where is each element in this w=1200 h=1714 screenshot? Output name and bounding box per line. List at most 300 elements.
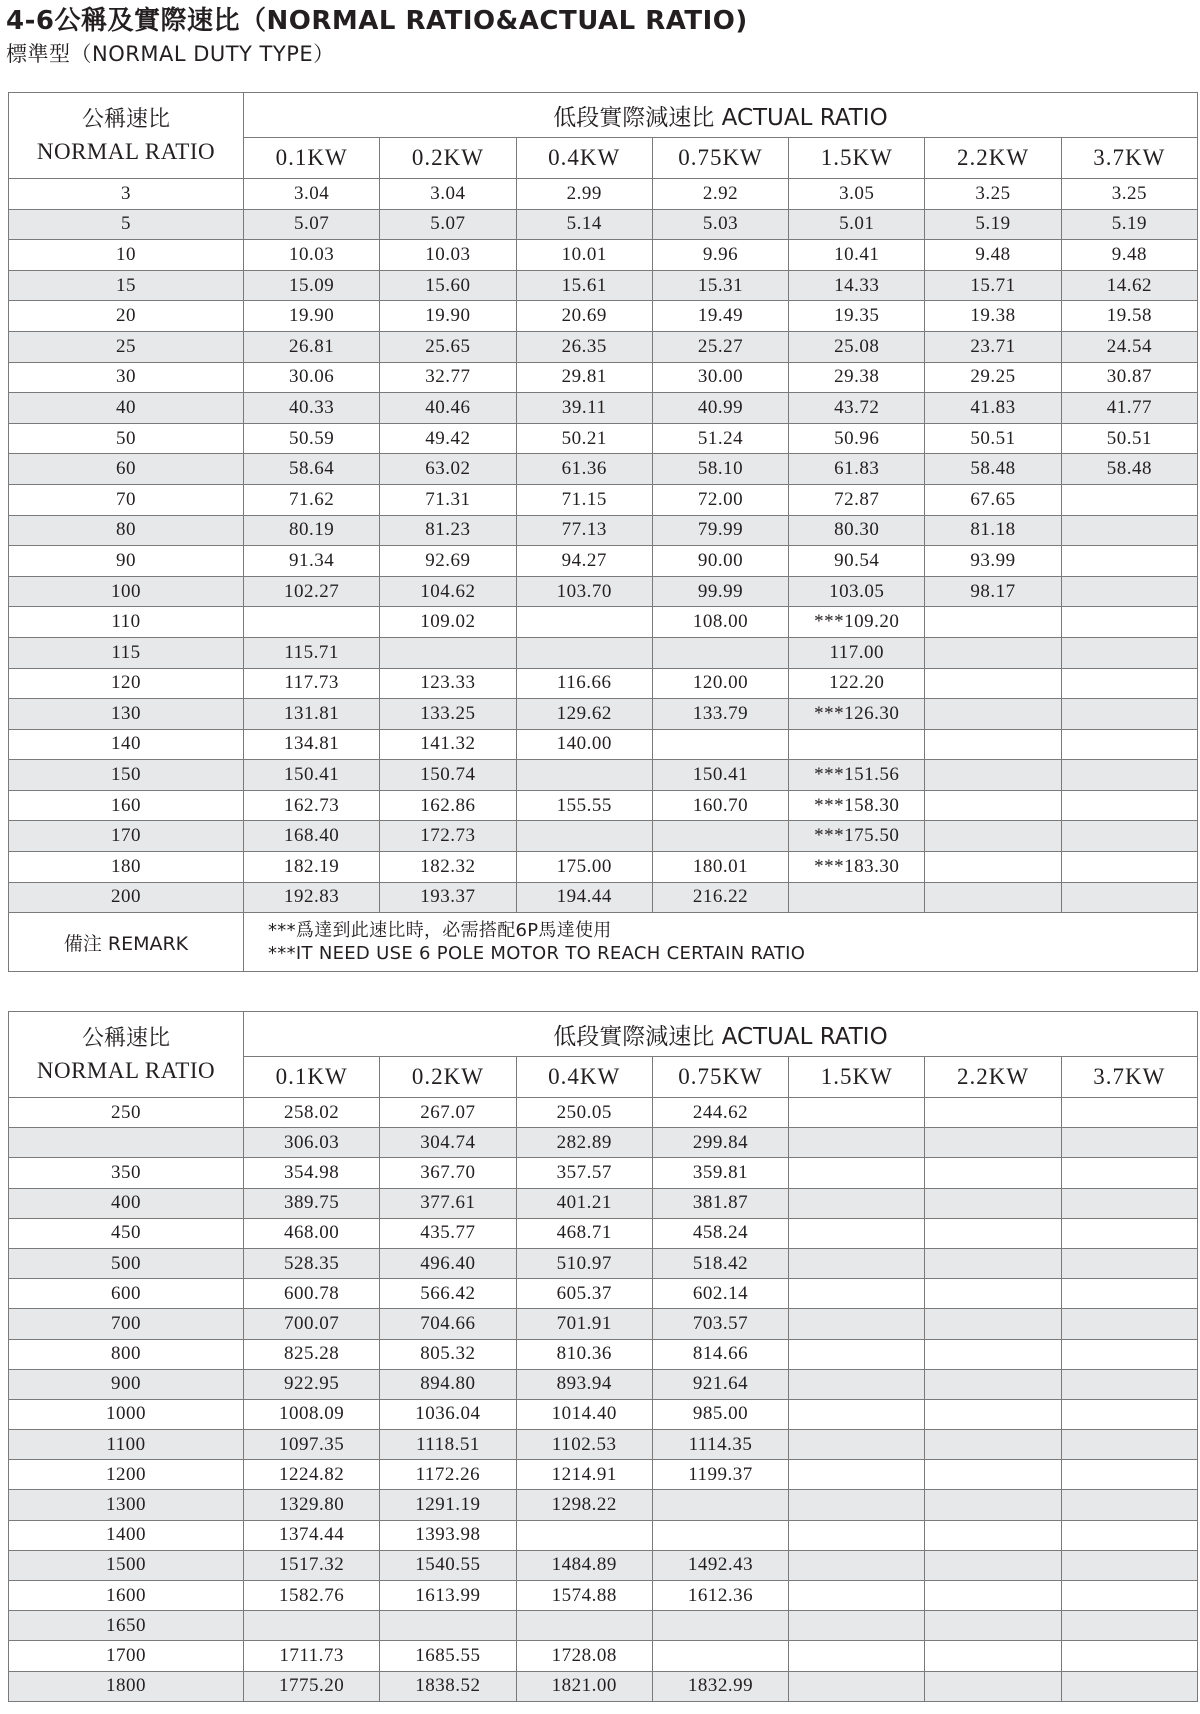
actual-ratio-cell [1061,1248,1197,1278]
actual-ratio-cell [925,699,1061,730]
actual-ratio-cell [925,637,1061,668]
actual-ratio-cell: 1484.89 [516,1550,652,1580]
actual-ratio-cell: 30.06 [244,362,380,393]
actual-ratio-cell: 26.81 [244,331,380,362]
actual-ratio-cell: 258.02 [244,1098,380,1128]
table-row [9,1641,1198,1671]
actual-ratio-cell: 458.24 [652,1218,788,1248]
actual-ratio-cell: 116.66 [516,668,652,699]
actual-ratio-cell: 1008.09 [244,1399,380,1429]
actual-ratio-cell: 20.69 [516,301,652,332]
actual-ratio-cell: 825.28 [244,1339,380,1369]
actual-ratio-cell [516,607,652,638]
table-row [9,607,1198,638]
normal-ratio-cell: 150 [9,760,244,791]
actual-ratio-cell [1061,1641,1197,1671]
actual-ratio-cell [652,821,788,852]
actual-ratio-cell: 1114.35 [652,1430,788,1460]
actual-ratio-cell: 102.27 [244,576,380,607]
actual-ratio-cell [789,1218,925,1248]
actual-ratio-cell [925,882,1061,913]
actual-ratio-cell [1061,1369,1197,1399]
normal-ratio-header [9,93,244,179]
actual-ratio-cell [1061,1188,1197,1218]
actual-ratio-cell: 150.41 [652,760,788,791]
table-row [9,729,1198,760]
actual-ratio-cell: 91.34 [244,546,380,577]
normal-ratio-cell: 20 [9,301,244,332]
actual-ratio-cell: 51.24 [652,423,788,454]
actual-ratio-cell: 1199.37 [652,1460,788,1490]
actual-ratio-cell: 194.44 [516,882,652,913]
normal-ratio-cell: 250 [9,1098,244,1128]
actual-ratio-cell: 381.87 [652,1188,788,1218]
actual-ratio-cell [925,1309,1061,1339]
actual-ratio-cell [789,729,925,760]
actual-ratio-cell: 15.61 [516,270,652,301]
actual-ratio-cell: 90.00 [652,546,788,577]
normal-ratio-cell: 5 [9,209,244,240]
actual-ratio-cell [1061,1339,1197,1369]
actual-ratio-cell: 162.73 [244,790,380,821]
actual-ratio-cell: 43.72 [789,393,925,424]
actual-ratio-cell [1061,637,1197,668]
ratio-table-high [8,1011,1198,1702]
actual-ratio-cell [1061,1279,1197,1309]
normal-ratio-cell: 1100 [9,1430,244,1460]
actual-ratio-cell: ***183.30 [789,852,925,883]
actual-ratio-cell: 921.64 [652,1369,788,1399]
actual-ratio-cell [1061,1430,1197,1460]
actual-ratio-cell: 1102.53 [516,1430,652,1460]
actual-ratio-cell: 2.99 [516,179,652,210]
table-row [9,270,1198,301]
actual-ratio-cell: 700.07 [244,1309,380,1339]
actual-ratio-cell: 1540.55 [380,1550,516,1580]
kw-header-2.2: 2.2KW [925,138,1061,179]
actual-ratio-cell: 29.38 [789,362,925,393]
actual-ratio-cell: 496.40 [380,1248,516,1278]
actual-ratio-cell [789,1369,925,1399]
actual-ratio-cell: 1118.51 [380,1430,516,1460]
actual-ratio-cell [925,1399,1061,1429]
normal-ratio-header [9,1012,244,1098]
actual-ratio-cell: 19.49 [652,301,788,332]
table-row [9,1369,1198,1399]
actual-ratio-cell [1061,1218,1197,1248]
remark-label: 備注 REMARK [9,913,244,972]
table-row [9,1218,1198,1248]
remark-line-zh: ***爲達到此速比時，必需搭配6P馬達使用 [268,920,612,942]
kw-header-0.75: 0.75KW [652,1057,788,1098]
actual-ratio-cell: 98.17 [925,576,1061,607]
table-row [9,1128,1198,1158]
remark-text [244,913,1198,972]
actual-ratio-cell: 566.42 [380,1279,516,1309]
actual-ratio-cell: 389.75 [244,1188,380,1218]
actual-ratio-cell: 9.48 [1061,240,1197,271]
actual-ratio-cell: 518.42 [652,1248,788,1278]
actual-ratio-cell: 19.58 [1061,301,1197,332]
actual-ratio-cell: 9.48 [925,240,1061,271]
actual-ratio-cell: 1492.43 [652,1550,788,1580]
normal-ratio-cell: 25 [9,331,244,362]
actual-ratio-cell [925,1520,1061,1550]
actual-ratio-cell: 39.11 [516,393,652,424]
table-row [9,1399,1198,1429]
actual-ratio-cell: 1821.00 [516,1671,652,1701]
actual-ratio-cell [789,1611,925,1641]
table-row [9,1460,1198,1490]
kw-header-0.4: 0.4KW [516,1057,652,1098]
actual-ratio-cell [925,668,1061,699]
normal-ratio-header-zh: 公稱速比 [81,106,170,132]
actual-ratio-cell: 180.01 [652,852,788,883]
actual-ratio-cell [925,1369,1061,1399]
actual-ratio-cell: 41.77 [1061,393,1197,424]
actual-ratio-cell: 10.03 [244,240,380,271]
actual-ratio-cell [925,1611,1061,1641]
actual-ratio-cell: 140.00 [516,729,652,760]
actual-ratio-cell: 468.00 [244,1218,380,1248]
normal-ratio-cell: 115 [9,637,244,668]
actual-ratio-cell [1061,1611,1197,1641]
table-row [9,1671,1198,1701]
actual-ratio-cell: 80.30 [789,515,925,546]
normal-ratio-header-en: NORMAL RATIO [36,1057,216,1083]
table-row [9,301,1198,332]
normal-ratio-cell: 450 [9,1218,244,1248]
actual-ratio-cell: 1329.80 [244,1490,380,1520]
actual-ratio-cell [1061,1098,1197,1128]
actual-ratio-cell [1061,790,1197,821]
actual-ratio-cell: 58.10 [652,454,788,485]
table-row [9,1188,1198,1218]
table-row [9,362,1198,393]
actual-ratio-cell [1061,1309,1197,1339]
actual-ratio-cell: 162.86 [380,790,516,821]
normal-ratio-cell: 1700 [9,1641,244,1671]
actual-ratio-cell [789,1128,925,1158]
actual-ratio-cell [789,1188,925,1218]
actual-ratio-cell: 367.70 [380,1158,516,1188]
ratio-table-low [8,92,1198,972]
normal-ratio-cell: 1600 [9,1581,244,1611]
actual-ratio-cell: 40.99 [652,393,788,424]
actual-ratio-cell: 5.07 [380,209,516,240]
normal-ratio-cell: 80 [9,515,244,546]
normal-ratio-cell: 100 [9,576,244,607]
actual-ratio-cell: 109.02 [380,607,516,638]
actual-ratio-cell [1061,1128,1197,1158]
actual-ratio-cell [925,729,1061,760]
actual-ratio-cell: 19.90 [380,301,516,332]
actual-ratio-cell: 67.65 [925,484,1061,515]
normal-ratio-cell: 130 [9,699,244,730]
normal-ratio-cell: 200 [9,882,244,913]
actual-ratio-cell [925,1550,1061,1580]
actual-ratio-cell: 134.81 [244,729,380,760]
actual-ratio-cell: 32.77 [380,362,516,393]
actual-ratio-cell [789,1098,925,1128]
actual-ratio-cell: 1775.20 [244,1671,380,1701]
actual-ratio-cell: 182.32 [380,852,516,883]
actual-ratio-cell [789,1248,925,1278]
actual-ratio-cell: 1685.55 [380,1641,516,1671]
actual-ratio-cell: 29.25 [925,362,1061,393]
actual-ratio-cell [789,1158,925,1188]
actual-ratio-cell: 40.46 [380,393,516,424]
normal-ratio-cell: 1500 [9,1550,244,1580]
actual-ratio-cell: 814.66 [652,1339,788,1369]
actual-ratio-cell: 103.05 [789,576,925,607]
normal-ratio-cell: 40 [9,393,244,424]
actual-ratio-cell [652,1520,788,1550]
normal-ratio-cell: 30 [9,362,244,393]
normal-ratio-header-en: NORMAL RATIO [36,138,216,164]
actual-ratio-cell [516,1611,652,1641]
actual-ratio-cell: 1838.52 [380,1671,516,1701]
actual-ratio-cell [925,1188,1061,1218]
actual-ratio-cell: 25.08 [789,331,925,362]
actual-ratio-cell: 90.54 [789,546,925,577]
actual-ratio-cell: 72.87 [789,484,925,515]
actual-ratio-cell: 71.62 [244,484,380,515]
normal-ratio-cell: 3 [9,179,244,210]
actual-ratio-cell: 108.00 [652,607,788,638]
table-row [9,515,1198,546]
normal-ratio-cell: 180 [9,852,244,883]
actual-ratio-cell: 435.77 [380,1218,516,1248]
normal-ratio-cell: 350 [9,1158,244,1188]
actual-ratio-cell: 25.65 [380,331,516,362]
normal-ratio-cell: 1000 [9,1399,244,1429]
table-row [9,331,1198,362]
actual-ratio-cell [925,1339,1061,1369]
table-row [9,423,1198,454]
actual-ratio-cell: 304.74 [380,1128,516,1158]
table-row [9,1550,1198,1580]
actual-ratio-cell: 1517.32 [244,1550,380,1580]
actual-ratio-cell: 528.35 [244,1248,380,1278]
actual-ratio-cell [652,1490,788,1520]
table-row [9,209,1198,240]
actual-ratio-cell: 5.14 [516,209,652,240]
remark-line-en: ***IT NEED USE 6 POLE MOTOR TO REACH CERTAIN RATIO [268,943,806,965]
actual-ratio-cell: 63.02 [380,454,516,485]
table-row [9,1158,1198,1188]
actual-ratio-cell: 30.87 [1061,362,1197,393]
table-row [9,1611,1198,1641]
actual-ratio-cell: 80.19 [244,515,380,546]
actual-ratio-cell: 600.78 [244,1279,380,1309]
actual-ratio-cell [789,1430,925,1460]
table-row [9,454,1198,485]
actual-ratio-cell: 24.54 [1061,331,1197,362]
actual-ratio-cell: 58.64 [244,454,380,485]
actual-ratio-cell: 122.20 [789,668,925,699]
actual-ratio-cell: ***126.30 [789,699,925,730]
actual-ratio-cell: 1036.04 [380,1399,516,1429]
actual-ratio-cell [925,790,1061,821]
actual-ratio-cell: 77.13 [516,515,652,546]
actual-ratio-cell [380,637,516,668]
actual-ratio-cell: 150.74 [380,760,516,791]
actual-ratio-cell [1061,852,1197,883]
table-row [9,484,1198,515]
actual-ratio-cell: 267.07 [380,1098,516,1128]
table-row [9,637,1198,668]
table-row [9,668,1198,699]
normal-ratio-header-zh: 公稱速比 [81,1025,170,1051]
actual-ratio-cell [925,1641,1061,1671]
page-title: 4-6公稱及實際速比（NORMAL RATIO&ACTUAL RATIO) [6,6,748,36]
normal-ratio-cell: 600 [9,1279,244,1309]
actual-ratio-cell [516,1520,652,1550]
actual-ratio-cell [925,1460,1061,1490]
actual-ratio-cell [925,1128,1061,1158]
actual-ratio-cell: 29.81 [516,362,652,393]
table-row [9,1430,1198,1460]
actual-ratio-cell [925,1098,1061,1128]
actual-ratio-cell: 141.32 [380,729,516,760]
actual-ratio-cell [789,1399,925,1429]
table-row [9,1581,1198,1611]
normal-ratio-cell: 60 [9,454,244,485]
actual-ratio-cell: 701.91 [516,1309,652,1339]
actual-ratio-cell [789,882,925,913]
table-row [9,852,1198,883]
actual-ratio-cell [1061,1399,1197,1429]
actual-ratio-cell [1061,1520,1197,1550]
actual-ratio-cell: 1224.82 [244,1460,380,1490]
actual-ratio-cell [1061,515,1197,546]
actual-ratio-cell: 40.33 [244,393,380,424]
actual-ratio-cell [1061,882,1197,913]
actual-ratio-header: 低段實際減速比 ACTUAL RATIO [244,1012,1198,1057]
actual-ratio-cell: 15.31 [652,270,788,301]
actual-ratio-cell [1061,607,1197,638]
actual-ratio-cell: 123.33 [380,668,516,699]
normal-ratio-cell: 110 [9,607,244,638]
actual-ratio-cell [1061,729,1197,760]
actual-ratio-cell: 26.35 [516,331,652,362]
actual-ratio-cell: ***109.20 [789,607,925,638]
normal-ratio-cell: 120 [9,668,244,699]
actual-ratio-cell [925,760,1061,791]
actual-ratio-cell [1061,1581,1197,1611]
normal-ratio-cell [9,1128,244,1158]
actual-ratio-cell: 1298.22 [516,1490,652,1520]
actual-ratio-cell: 160.70 [652,790,788,821]
table-row [9,576,1198,607]
actual-ratio-cell [1061,576,1197,607]
actual-ratio-cell: 81.23 [380,515,516,546]
actual-ratio-cell: 94.27 [516,546,652,577]
actual-ratio-cell: 703.57 [652,1309,788,1339]
actual-ratio-cell: 14.62 [1061,270,1197,301]
normal-ratio-cell: 1200 [9,1460,244,1490]
kw-header-1.5: 1.5KW [789,138,925,179]
actual-ratio-cell [789,1671,925,1701]
actual-ratio-cell: 244.62 [652,1098,788,1128]
normal-ratio-cell: 500 [9,1248,244,1278]
actual-ratio-cell [789,1460,925,1490]
normal-ratio-cell: 1300 [9,1490,244,1520]
actual-ratio-cell: 117.73 [244,668,380,699]
actual-ratio-cell: 103.70 [516,576,652,607]
actual-ratio-cell: 357.57 [516,1158,652,1188]
actual-ratio-cell: 49.42 [380,423,516,454]
actual-ratio-cell: 9.96 [652,240,788,271]
actual-ratio-cell: 155.55 [516,790,652,821]
actual-ratio-cell: 5.03 [652,209,788,240]
actual-ratio-cell [1061,699,1197,730]
actual-ratio-cell: 115.71 [244,637,380,668]
actual-ratio-cell: 1172.26 [380,1460,516,1490]
normal-ratio-cell: 400 [9,1188,244,1218]
actual-ratio-cell: 50.51 [1061,423,1197,454]
actual-ratio-cell: 129.62 [516,699,652,730]
actual-ratio-cell: 182.19 [244,852,380,883]
actual-ratio-cell [516,821,652,852]
actual-ratio-cell: 5.01 [789,209,925,240]
actual-ratio-cell: 810.36 [516,1339,652,1369]
actual-ratio-cell: 133.25 [380,699,516,730]
actual-ratio-cell [1061,668,1197,699]
actual-ratio-cell [1061,1490,1197,1520]
actual-ratio-cell: 1832.99 [652,1671,788,1701]
actual-ratio-cell [789,1339,925,1369]
actual-ratio-cell [925,852,1061,883]
kw-header-3.7: 3.7KW [1061,1057,1197,1098]
actual-ratio-cell [244,1611,380,1641]
actual-ratio-cell: 15.60 [380,270,516,301]
actual-ratio-cell: ***151.56 [789,760,925,791]
actual-ratio-cell: 192.83 [244,882,380,913]
table-row [9,1490,1198,1520]
actual-ratio-cell: 193.37 [380,882,516,913]
actual-ratio-cell: 468.71 [516,1218,652,1248]
normal-ratio-cell: 15 [9,270,244,301]
actual-ratio-cell: 3.04 [380,179,516,210]
actual-ratio-cell: 25.27 [652,331,788,362]
actual-ratio-cell: 19.38 [925,301,1061,332]
actual-ratio-cell: ***158.30 [789,790,925,821]
actual-ratio-cell: 1374.44 [244,1520,380,1550]
actual-ratio-cell: 104.62 [380,576,516,607]
actual-ratio-cell: 1613.99 [380,1581,516,1611]
normal-ratio-cell: 70 [9,484,244,515]
actual-ratio-cell: 79.99 [652,515,788,546]
actual-ratio-cell: 133.79 [652,699,788,730]
actual-ratio-cell: 61.36 [516,454,652,485]
actual-ratio-cell: 2.92 [652,179,788,210]
actual-ratio-cell: 605.37 [516,1279,652,1309]
actual-ratio-cell: 19.35 [789,301,925,332]
normal-ratio-cell: 900 [9,1369,244,1399]
actual-ratio-cell: 354.98 [244,1158,380,1188]
table-row [9,1339,1198,1369]
kw-header-1.5: 1.5KW [789,1057,925,1098]
actual-ratio-cell [789,1309,925,1339]
actual-ratio-cell: 10.01 [516,240,652,271]
actual-ratio-cell: 61.83 [789,454,925,485]
actual-ratio-cell: 1582.76 [244,1581,380,1611]
actual-ratio-cell: 93.99 [925,546,1061,577]
table-row [9,1279,1198,1309]
normal-ratio-cell: 160 [9,790,244,821]
